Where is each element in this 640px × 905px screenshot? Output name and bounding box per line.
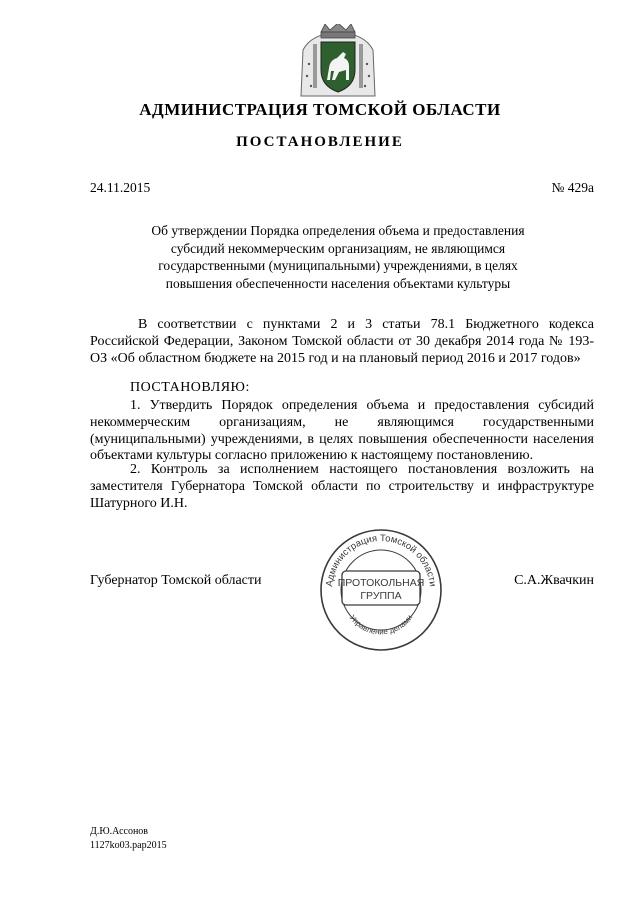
footer-author: Д.Ю.Ассонов (90, 826, 149, 837)
coat-of-arms-icon (297, 24, 379, 100)
document-subject: Об утверждении Порядка определения объема и предоставления субсидий некоммерческим организациям, не являющимся государственными (муниципальными) учреждениями, в целях повышения обеспеченности населения объектами культуры (151, 223, 525, 291)
stamp-line-1: ПРОТОКОЛЬНАЯ (337, 577, 425, 589)
signatory-name: С.А.Жвачкин (514, 573, 594, 588)
item-2-paragraph: 2. Контроль за исполнением настоящего постановления возложить на заместителя Губернатора Томской области по строительству и инфраструктуре Шатурного И.Н. (90, 462, 594, 511)
preamble-paragraph: В соответствии с пунктами 2 и 3 статьи 78.1 Бюджетного кодекса Российской Федерации, Законом Томской области от 30 декабря 2014 года № 193-ОЗ «Об областном бюджете на 2015 год и на плановый период 2016 и 2017 годов» (90, 317, 594, 366)
item-1-paragraph: 1. Утвердить Порядок определения объема и предоставления субсидий некоммерческим организациям, не являющимся государственными (муниципальными) учреждениями, в целях повышения обеспеченности населения объектами культуры согласно приложению к настоящему постановлению. (90, 398, 594, 464)
document-date: 24.11.2015 (90, 180, 151, 195)
footer-file-code: 1127ko03.рар2015 (90, 840, 167, 851)
document-type: ПОСТАНОВЛЕНИЕ (236, 134, 404, 150)
organization-title: АДМИНИСТРАЦИЯ ТОМСКОЙ ОБЛАСТИ (139, 100, 501, 119)
official-stamp (318, 527, 444, 653)
stamp-bottom-text: Управление делами (347, 613, 415, 637)
document-number: № 429а (551, 180, 594, 195)
stamp-line-2: ГРУППА (360, 590, 402, 602)
stamp-outer-text: Администрация Томской области (324, 532, 438, 588)
signatory-position: Губернатор Томской области (90, 573, 262, 588)
resolve-heading: ПОСТАНОВЛЯЮ: (130, 380, 250, 395)
